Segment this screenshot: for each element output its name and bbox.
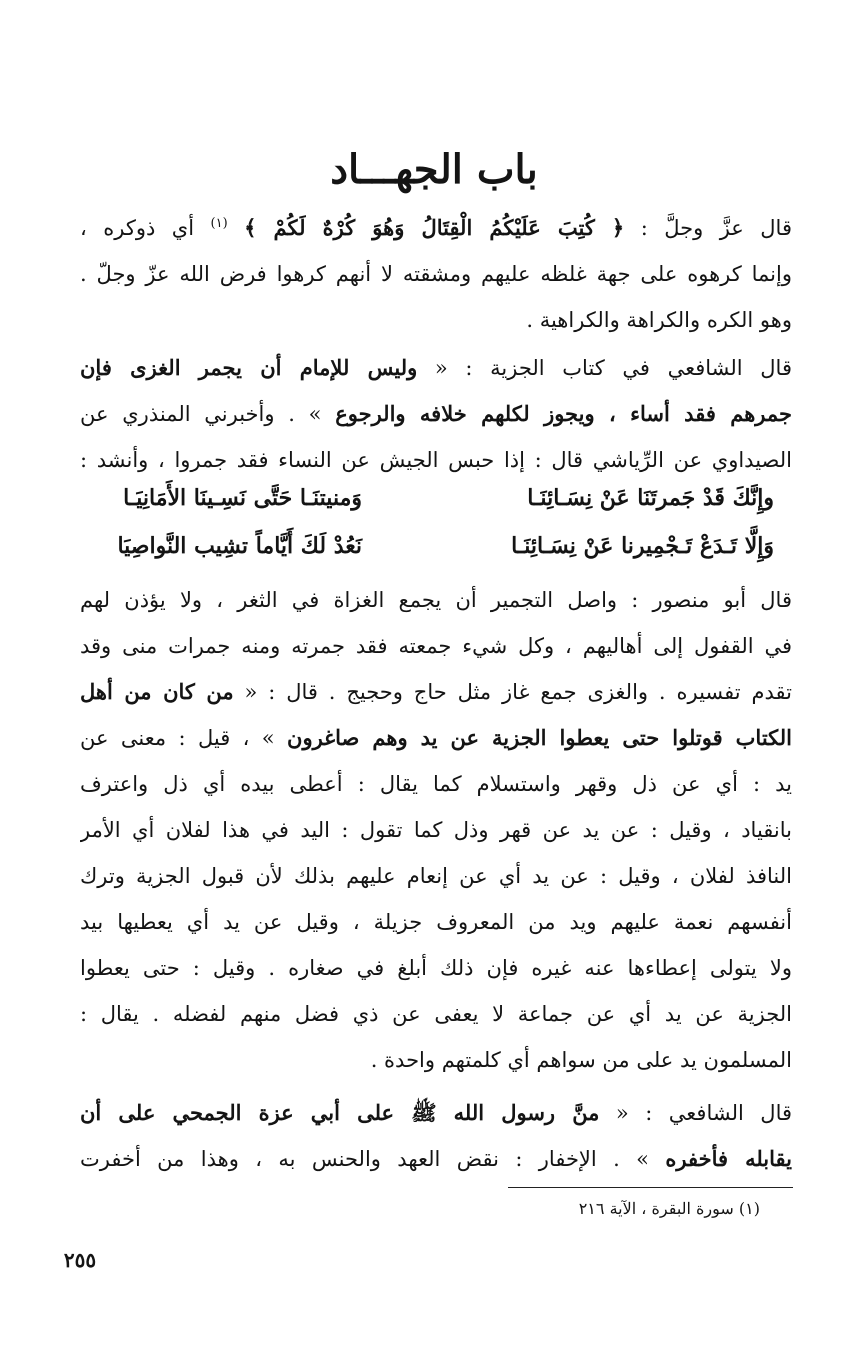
poem: [80, 474, 792, 570]
poem-hemistich-left: وَمنيتنَـا حَتَّى نَسِـينَا الأَمَانِيَـا: [123, 485, 362, 511]
text-line: جمرهم فقد أساء ، ويجوز لكلهم خلافه والرجوع » . وأخبرني المنذري عن: [80, 401, 792, 426]
text-line: قال أبو منصور : واصل التجمير أن يجمع الغزاة في الثغر ، ولا يؤذن لهم: [80, 588, 792, 612]
text-line: قال الشافعي في كتاب الجزية : « وليس للإمام أن يجمر الغزى فإن: [80, 355, 792, 380]
text-line: ولا يتولى إعطاءها عنه غيره فإن ذلك أبلغ في صغاره . وقيل : حتى يعطوا: [80, 956, 792, 980]
text-line: تقدم تفسيره . والغزى جمع غاز مثل حاج وحجيج . قال : « من كان من أهل: [80, 679, 792, 704]
quoted-text: الكتاب قوتلوا حتى يعطوا الجزية عن يد وهم صاغرون: [287, 725, 792, 750]
text-line: أنفسهم نعمة عليهم ويد من المعروف جزيلة ، وقيل عن يد أي يعطيها بيد: [80, 910, 792, 934]
text-line: النافذ لفلان ، وقيل : عن يد أي عن إنعام عليهم بذلك لأن قبول الجزية وترك: [80, 864, 792, 888]
text-line: وهو الكره والكراهة والكراهية .: [526, 308, 792, 332]
text-line: يقابله فأخفره » . الإخفار : نقض العهد والحنس به ، وهذا من أخفرت: [80, 1146, 792, 1171]
text-line: قال الشافعي : « منَّ رسول الله ﷺ على أبي عزة الجمحي على أن: [80, 1100, 792, 1125]
quoted-text: يقابله فأخفره: [665, 1146, 792, 1171]
text-line: يد : أي عن ذل وقهر واستسلام كما يقال : أعطى بيده أي ذل واعترف: [80, 772, 792, 796]
quoted-text: من كان من أهل: [80, 679, 234, 704]
quoted-text: جمرهم فقد أساء ، ويجوز لكلهم خلافه والرجوع: [335, 401, 792, 426]
page-number: ٢٥٥: [63, 1248, 97, 1272]
chapter-title: باب الجهـــاد: [330, 146, 538, 193]
paragraph-shafii-abu-azza: [80, 1090, 792, 1182]
quoted-text: منَّ رسول الله ﷺ على أبي عزة الجمحي على أن: [80, 1100, 600, 1125]
text-line: قال عزَّ وجلَّ : ﴿ كُتِبَ عَلَيْكُمُ الْقِتَالُ وَهُوَ كُرْهٌ لَكُمْ ﴾ $^{(١)}$ أي ذوكره ،: [80, 215, 792, 240]
text-line: المسلمون يد على من سواهم أي كلمتهم واحدة .: [370, 1048, 792, 1072]
footnote-divider: [508, 1187, 793, 1188]
quoted-text: وليس للإمام أن يجمر الغزى فإن: [80, 355, 418, 380]
poem-hemistich-left: نَعُدْ لَكَ أَيَّاماً تشِيب النَّواصِيَا: [117, 533, 362, 559]
paragraph-abu-mansur: [80, 577, 792, 1083]
footnote: (١) سورة البقرة ، الآية ٢١٦: [578, 1199, 760, 1218]
text-line: الكتاب قوتلوا حتى يعطوا الجزية عن يد وهم صاغرون » ، قيل : معنى عن: [80, 725, 792, 750]
text-line: الصيداوي عن الرِّياشي قال : إذا حبس الجيش عن النساء فقد جمروا ، وأنشد :: [80, 448, 792, 472]
poem-hemistich-right: وَإِلَّا تَـدَعْ تَـجْمِيرنا عَنْ نِسَـائِنَـا: [511, 533, 774, 559]
text-line: بانقياد ، وقيل : عن يد عن قهر وذل كما تقول : اليد في هذا لفلان أي الأمر: [80, 818, 792, 842]
poem-verse: [80, 522, 792, 570]
paragraph-quran-intro: [80, 205, 792, 343]
text-line: الجزية عن يد أي عن جماعة لا يعفى عن ذي فضل منهم لفضله . يقال :: [80, 1002, 792, 1026]
quran-verse: ﴿ كُتِبَ عَلَيْكُمُ الْقِتَالُ وَهُوَ كُرْهٌ لَكُمْ ﴾: [244, 215, 625, 240]
footnote-ref: (١): [210, 216, 228, 231]
poem-verse: [80, 474, 792, 522]
text-line: وإنما كرهوه على جهة غلظه عليهم ومشقته لا أنهم كرهوا فرض الله عزّ وجلّ .: [80, 262, 792, 286]
poem-hemistich-right: وإِنَّكَ قَدْ جَمرتَنَا عَنْ نِسَـائِنَـا: [527, 485, 774, 511]
paragraph-shafii-jizya: [80, 345, 792, 483]
text-line: في القفول إلى أهاليهم ، وكل شيء جمعته فقد جمرته ومنه جمرات منى وقد: [80, 634, 792, 658]
